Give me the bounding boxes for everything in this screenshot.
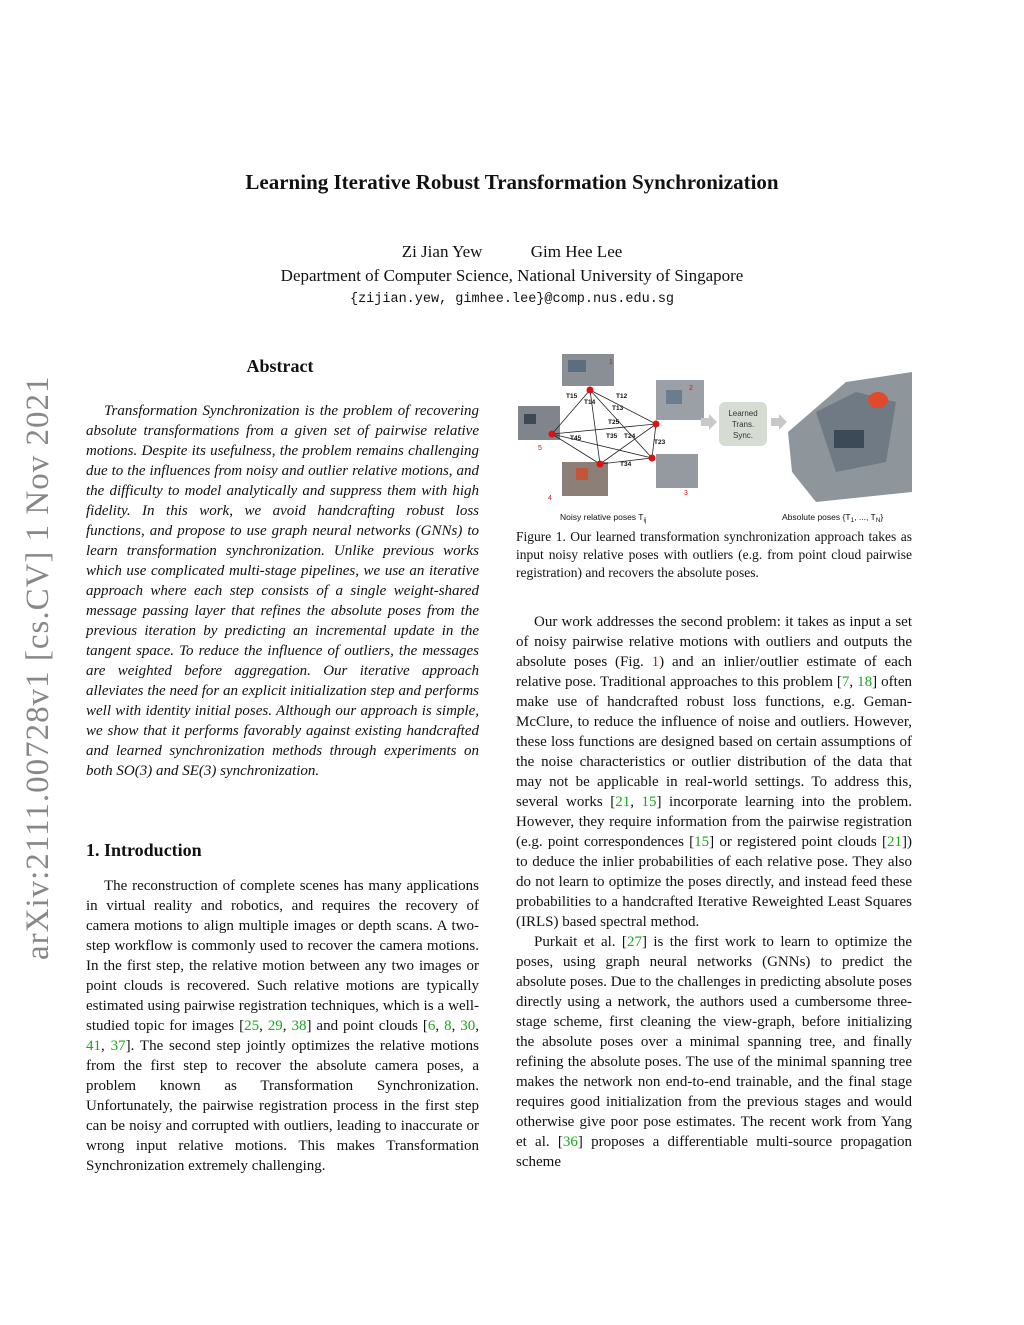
figure-1 xyxy=(516,352,912,527)
learned-sync-line: Learned xyxy=(728,409,758,418)
right-label-close: } xyxy=(880,512,884,522)
graph-node xyxy=(597,461,604,468)
right-label-mid: , ..., T xyxy=(854,512,876,522)
right-text: Our work addresses the second problem: it takes as input a set of noisy pairwise relative motions with outliers and outputs the absolute poses (Fig. xyxy=(516,614,912,670)
right-label-sub1: 1 xyxy=(850,517,855,524)
left-label-subscript: ij xyxy=(643,517,647,524)
scan-1-detail xyxy=(568,360,586,372)
edge-label: T12 xyxy=(616,393,628,400)
learned-sync-line: Trans. xyxy=(731,420,755,429)
citation[interactable]: 21 xyxy=(615,794,631,810)
left-label-text: Noisy relative poses T xyxy=(560,512,644,522)
figure-caption: Figure 1. Our learned transformation synchronization approach takes as input noisy relative poses with outliers (e.g. from point cloud pairwise registration) and recovers the absolute poses. xyxy=(516,529,912,580)
graph-edge xyxy=(600,424,656,464)
node-number: 2 xyxy=(689,385,693,392)
author-2: Gim Hee Lee xyxy=(530,242,623,261)
right-label-subN: N xyxy=(875,517,881,524)
citation[interactable]: 30 xyxy=(460,1018,476,1034)
citation[interactable]: 15 xyxy=(641,794,657,810)
right-column xyxy=(516,612,912,1172)
right-text: ) and an inlier/outlier estimate of each relative pose. Traditional approaches to this problem [ xyxy=(516,654,912,690)
graph-node xyxy=(649,455,656,462)
reconstruction-highlight xyxy=(868,392,888,408)
arxiv-stamp-text: arXiv:2111.00728v1 [cs.CV] 1 Nov 2021 xyxy=(20,375,56,960)
right-text: ] often make use of handcrafted robust loss functions, e.g. Geman-McClure, to reduce the influence of noise and outliers. However, these loss functions are designed based on certain assumptions of the noise characteristics or outlier distribution of the data that may not be applicable in real-world settings. To address this, several works [ xyxy=(516,674,912,810)
citation[interactable]: 6 xyxy=(427,1018,436,1034)
author-1: Zi Jian Yew xyxy=(401,242,483,261)
node-number: 1 xyxy=(609,359,613,366)
citation[interactable]: 41 xyxy=(86,1038,101,1054)
pose-graph-edges xyxy=(552,390,656,464)
citation[interactable]: 15 xyxy=(694,834,710,850)
abstract-heading: Abstract xyxy=(246,356,314,376)
edge-label: T24 xyxy=(624,433,636,440)
right-text: ] is the first work to learn to optimize the poses, using graph neural networks (GNNs) to predict the absolute poses. Due to the challenges in predicting absolute poses directly using a network, the authors used a cumbersome three-stage scheme, first cleaning the view-graph, before initializing the absolute poses over a minimal spanning tree, and finally refining the absolute poses. The use of the minimal spanning tree makes the network non end-to-end trainable, and the final stage requires good initialization from the previous stages and would otherwise give poor pose estimates. The recent work from Yang et al. [ xyxy=(516,934,912,1150)
citation[interactable]: 8 xyxy=(444,1018,452,1034)
left-figure-label xyxy=(560,512,646,524)
edge-label: T25 xyxy=(608,419,620,426)
arrow-out-icon xyxy=(771,414,787,430)
right-text: ] incorporate learning into the problem. However, they require information from the pairwise registration (e.g. point correspondences [ xyxy=(516,794,913,850)
reconstruction-image xyxy=(788,372,912,502)
node-number: 4 xyxy=(548,495,552,502)
scan-4-detail xyxy=(576,468,588,480)
graph-edge xyxy=(552,424,656,434)
intro-text-c: ]. The second step jointly optimizes the relative motions from the first step to recover the absolute camera poses, a problem known as Transformation Synchronization. Unfortunately, the pairwise registration process in the first step can be noisy and corrupted with outliers, leading to inaccurate or wrong input relative motions. This makes Transformation Synchronization extremely challenging. xyxy=(86,1038,479,1174)
right-text: Purkait et al. [ xyxy=(534,934,627,950)
edge-label: T45 xyxy=(570,435,582,442)
citation[interactable]: 25 xyxy=(244,1018,260,1034)
citation[interactable]: 36 xyxy=(562,1134,578,1150)
node-number: 3 xyxy=(684,490,688,497)
citation[interactable]: 29 xyxy=(267,1018,283,1034)
reconstruction-desk xyxy=(834,430,864,448)
scan-5-detail xyxy=(524,414,536,424)
figure-ref[interactable]: 1 xyxy=(651,654,660,670)
graph-edge xyxy=(590,390,652,458)
node-number: 5 xyxy=(538,445,542,452)
citation[interactable]: 18 xyxy=(857,674,873,690)
citation[interactable]: 38 xyxy=(291,1018,307,1034)
edge-label: T23 xyxy=(654,439,666,446)
right-text: ] or registered point clouds [ xyxy=(709,834,888,850)
edge-label: T34 xyxy=(620,461,632,468)
abstract-text: Transformation Synchronization is the problem of recovering absolute transformations from a given set of pairwise relative motions. Despite its usefulness, the problem remains challenging due to the influences from noisy and outlier relative motions, and the difficulty to model analytically and suppress them with high fidelity. In this work, we avoid handcrafting robust loss functions, and propose to use graph neural networks (GNNs) to learn transformation synchronization. Unlike previous works which use complicated multi-stage pipelines, we use an iterative approach where each step consists of a single weight-shared message passing layer that refines the absolute poses from the previous iteration by predicting an incremental update in the tangent space. To reduce the influence of outliers, the messages are weighted before aggregation. Our iterative approach alleviates the need for an explicit initialization step and performs well with identity initial poses. Although our approach is simple, we show that it performs favorably against existing handcrafted and learned synchronization methods through experiments on both SO(3) and SE(3) synchronization. xyxy=(86,403,479,779)
right-text: ] proposes a differentiable multi-source propagation scheme xyxy=(516,1134,912,1170)
edge-label: T13 xyxy=(612,405,624,412)
intro-heading: 1. Introduction xyxy=(86,840,202,860)
citation[interactable]: 37 xyxy=(110,1038,126,1054)
scan-2-detail xyxy=(666,390,682,404)
affiliation: Department of Computer Science, National University of Singapore xyxy=(280,266,744,285)
paper-title: Learning Iterative Robust Transformation Synchronization xyxy=(245,170,779,194)
graph-node xyxy=(549,431,556,438)
email: {zijian.yew, gimhee.lee}@comp.nus.edu.sg xyxy=(349,292,675,307)
intro-text-a: The reconstruction of complete scenes has many applications in virtual reality and robotics, and requires the recovery of camera motions to align multiple images or depth scans. A two-step workflow is commonly used to recover the camera motions. In the first step, the relative motion between any two images or point clouds is recovered. Such relative motions are typically estimated using pairwise registration techniques, which is a well-studied topic for images [ xyxy=(86,878,479,1034)
edge-label: T35 xyxy=(606,433,618,440)
graph-node xyxy=(587,387,594,394)
intro-paragraph: The reconstruction of complete scenes has many applications in virtual reality and robotics, and requires the recovery of camera motions to align multiple images or depth scans. A two-step workflow is commonly used to recover the camera motions. In the first step, the relative motion between any two images or point clouds is recovered. Such relative motions are typically estimated using pairwise registration techniques, which is a well-studied topic for images [25, 29, 38] and point clouds [6, 8, 30, 41, 37]. The second step jointly optimizes the relative motions from the first step to recover the absolute camera poses, a problem known as Transformation Synchronization. Unfortunately, the pairwise registration process in the first step can be noisy and corrupted with outliers, leading to inaccurate or wrong input relative motions. This makes Transformation Synchronization extremely challenging. xyxy=(86,878,480,1174)
author-list xyxy=(0,242,1024,262)
citation[interactable]: 21 xyxy=(887,834,903,850)
right-text: ]) to deduce the inlier probabilities of each relative pose. They also do not learn to optimize the poses directly, and instead feed these probabilities to a handcrafted Iterative Reweighted Least Squares (IRLS) based spectral method. xyxy=(516,834,913,930)
citation[interactable]: 27 xyxy=(626,934,642,950)
citation[interactable]: 7 xyxy=(841,674,850,690)
intro-text-b: ] and point clouds [ xyxy=(306,1018,428,1034)
right-label-text: Absolute poses {T xyxy=(782,512,851,522)
scan-3-image xyxy=(656,454,698,488)
edge-label: T14 xyxy=(584,399,596,406)
right-paragraph-2 xyxy=(516,932,912,1172)
learned-sync-line: Sync. xyxy=(732,431,754,440)
edge-label: T15 xyxy=(566,393,578,400)
right-figure-label xyxy=(782,512,883,524)
right-paragraph-1: Our work addresses the second problem: it takes as input a set of noisy pairwise relative motions with outliers and outputs the absolute poses (Fig. 1) and an inlier/outlier estimate of each relative pose. Traditional approaches to this problem [7, 18] often make use of handcrafted robust loss functions, e.g. Geman-McClure, to reduce the influence of noise and outliers. However, these loss functions are designed based on certain assumptions of the noise characteristics or outlier distribution of the data that may not be applicable in real-world settings. To address this, several works [21, 15] incorporate learning into the problem. However, they require information from the pairwise registration (e.g. point correspondences [15] or registered point clouds [21]) to deduce the inlier probabilities of each relative pose. They also do not learn to optimize the poses directly, and instead feed these probabilities to a handcrafted Iterative Reweighted Least Squares (IRLS) based spectral method. xyxy=(516,614,913,930)
graph-node xyxy=(653,421,660,428)
